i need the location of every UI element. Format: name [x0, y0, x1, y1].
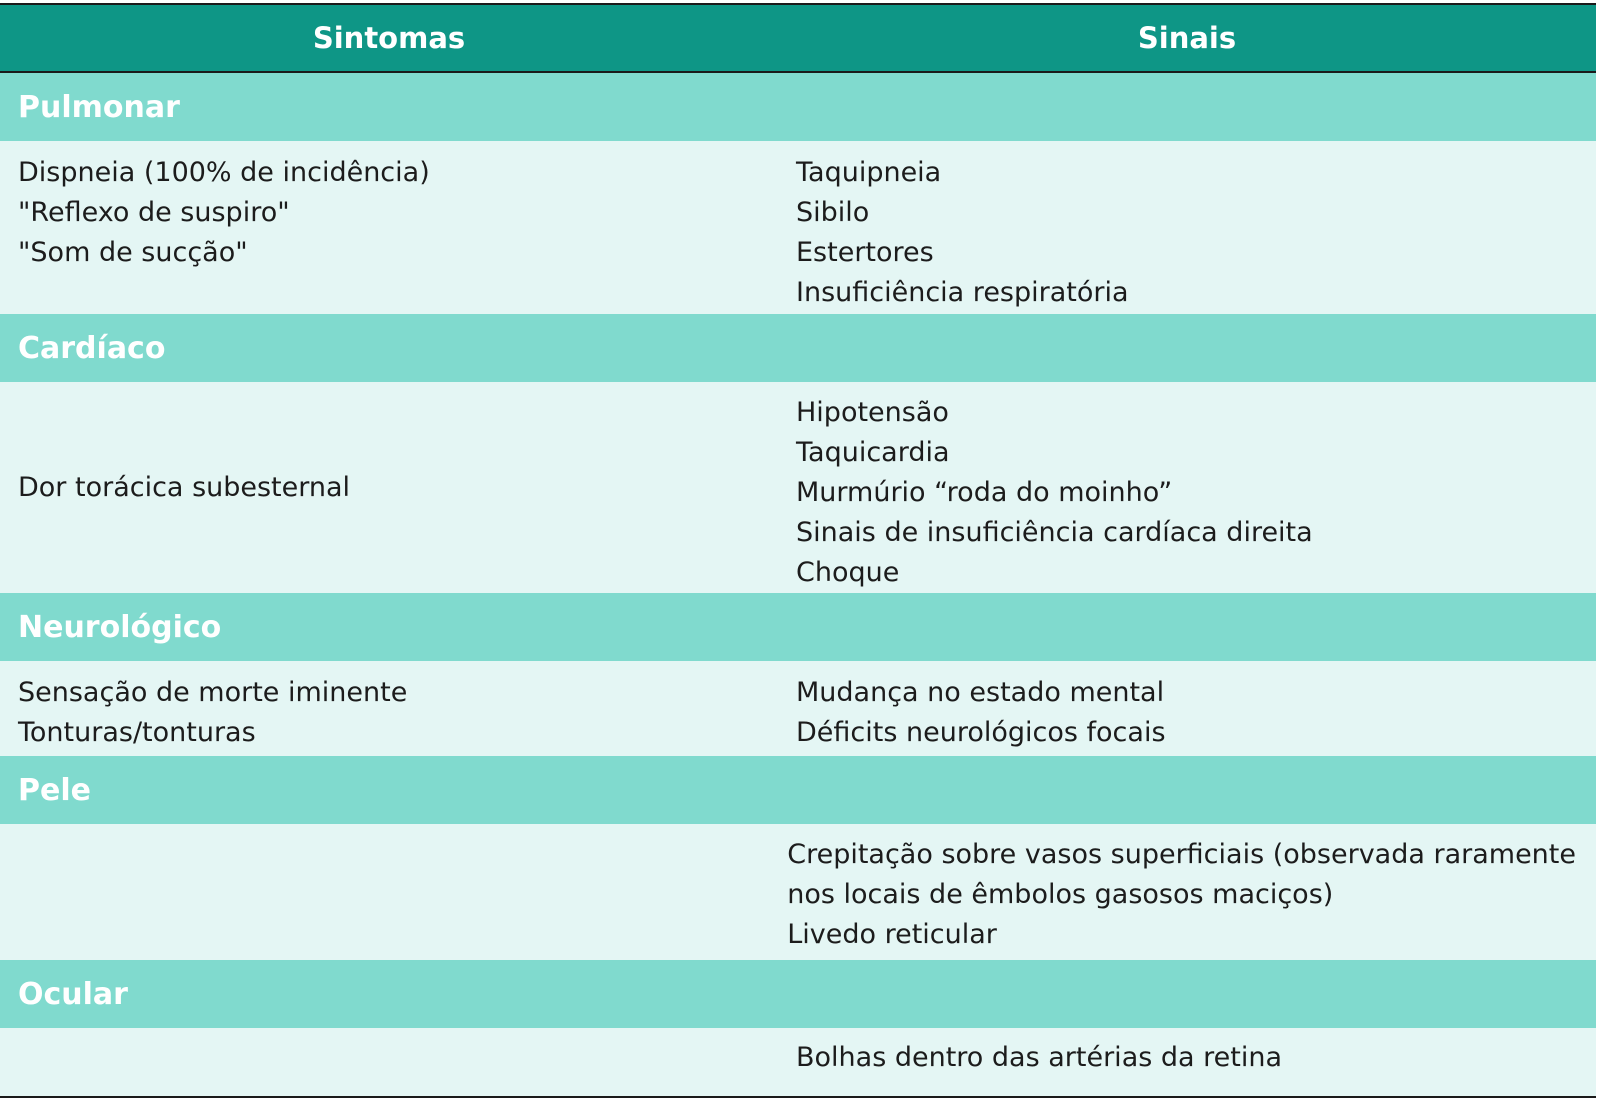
- sinal-item: Estertores: [796, 237, 934, 268]
- sinal-item: Taquipneia: [796, 157, 942, 188]
- sintoma-item: Sensação de morte iminente: [18, 677, 408, 708]
- section-row-ocular: [0, 1028, 1596, 1096]
- sinal-item: Crepitação sobre vasos superficiais (observada raramente: [787, 839, 1576, 870]
- sintomas-cell: [0, 153, 778, 314]
- sinal-item: Murmúrio “roda do moinho”: [796, 477, 1173, 508]
- sinal-item: Déficits neurológicos focais: [796, 717, 1166, 748]
- section-title-neurologico: Neurológico: [0, 593, 1596, 661]
- section-title-pele: Pele: [0, 756, 1596, 824]
- section-title-cardiaco: Cardíaco: [0, 314, 1596, 382]
- section-row-cardiaco: [0, 382, 1596, 593]
- sinais-cell: [778, 393, 1596, 593]
- header-sintomas: Sintomas: [312, 21, 466, 55]
- section-row-pulmonar: [0, 141, 1596, 314]
- sinal-item: Hipotensão: [796, 397, 949, 428]
- sintoma-item: Tonturas/tonturas: [18, 717, 256, 748]
- sinal-item: nos locais de êmbolos gasosos maciços): [787, 879, 1334, 910]
- sintomas-cell: [0, 835, 769, 960]
- table-header: [0, 5, 1596, 73]
- sintoma-item: "Reflexo de suspiro": [18, 197, 290, 228]
- sinal-item: Mudança no estado mental: [796, 677, 1165, 708]
- sintomas-cell: [0, 673, 778, 756]
- sinais-cell: [778, 1038, 1596, 1096]
- section-row-neurologico: [0, 661, 1596, 756]
- sinal-item: Taquicardia: [796, 437, 950, 468]
- sinal-item: Sibilo: [796, 197, 870, 228]
- sinal-item: Insuficiência respiratória: [796, 277, 1129, 308]
- sinal-item: Bolhas dentro das artérias da retina: [796, 1042, 1283, 1073]
- sintoma-item: "Som de sucção": [18, 237, 248, 268]
- sinais-cell: [778, 153, 1596, 314]
- section-title-ocular: Ocular: [0, 960, 1596, 1028]
- signs-symptoms-table: [0, 3, 1596, 1098]
- sintomas-cell: [0, 1038, 778, 1096]
- sinais-cell: [769, 835, 1596, 960]
- section-title-pulmonar: Pulmonar: [0, 73, 1596, 141]
- section-row-pele: [0, 824, 1596, 960]
- sintoma-item: Dor torácica subesternal: [18, 471, 351, 503]
- sinais-cell: [778, 673, 1596, 756]
- sinal-item: Livedo reticular: [787, 919, 997, 950]
- header-sinais: Sinais: [1137, 21, 1237, 55]
- sinal-item: Choque: [796, 557, 900, 588]
- sintoma-item: Dispneia (100% de incidência): [18, 157, 430, 188]
- sintomas-cell: [0, 393, 778, 593]
- sinal-item: Sinais de insuficiência cardíaca direita: [796, 517, 1313, 548]
